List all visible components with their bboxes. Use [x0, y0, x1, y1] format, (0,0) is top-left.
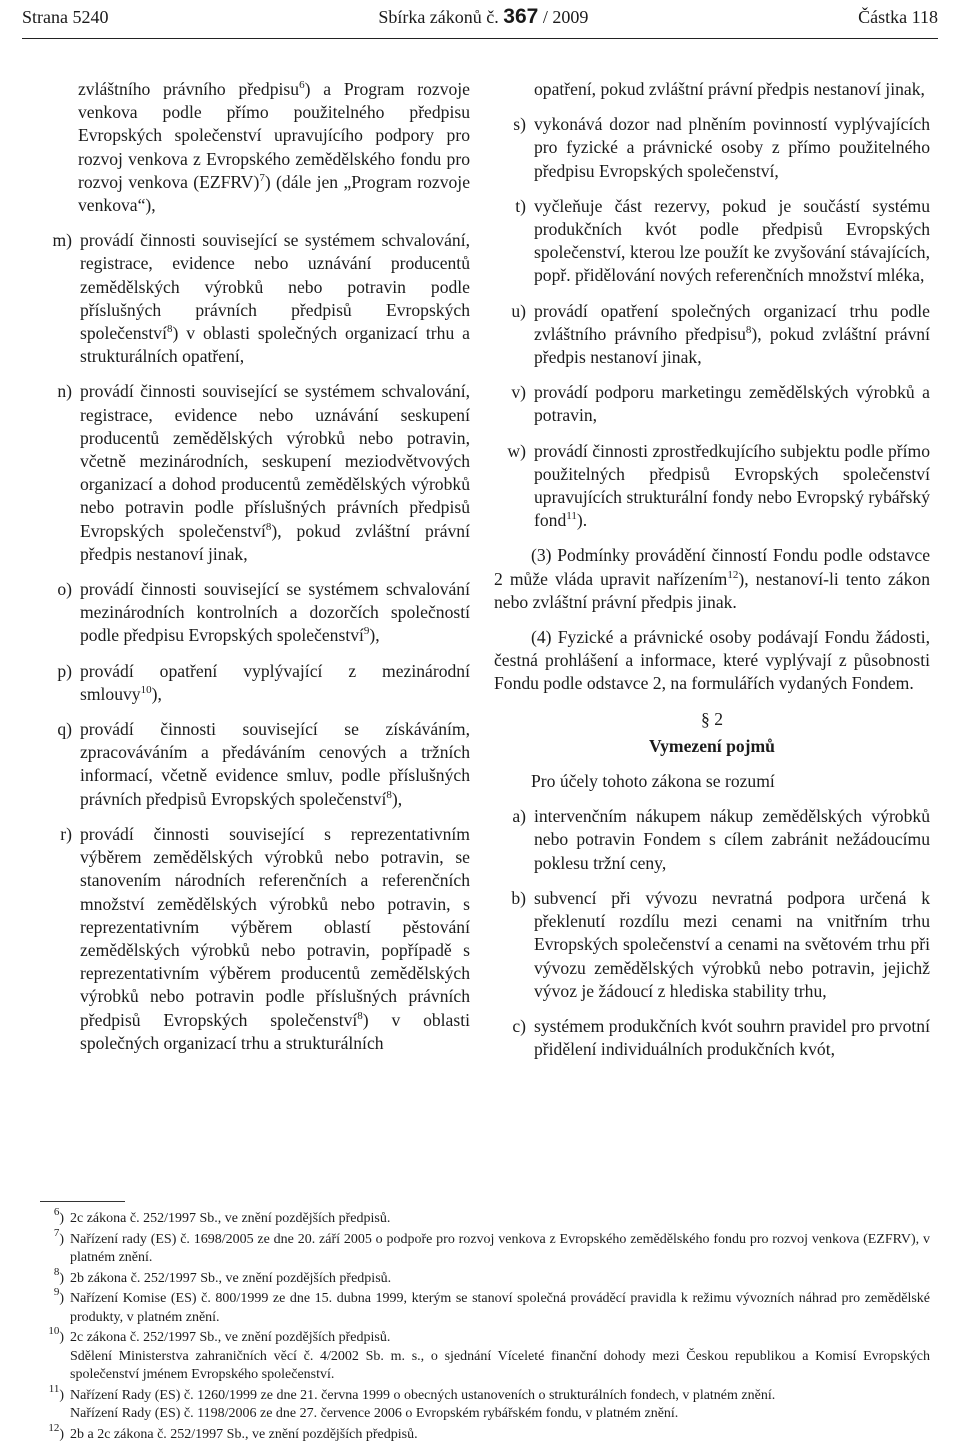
item-label: t) [515, 195, 526, 216]
left-column [40, 78, 470, 1067]
definition-item [494, 1015, 930, 1061]
footnote [40, 1382, 930, 1424]
item-text: intervenčním nákupem nákup zemědělských výrobků nebo potravin Fondem s cílem zabránit nežádoucímu poklesu tržní ceny, [534, 806, 930, 873]
item-text: provádí činnosti související se systémem schvalování mezinárodních kontrolních a dozorčích společností podle předpisu Evropských společenství$^9$), [80, 579, 470, 646]
item-text: provádí činnosti související se systémem schvalování, registrace, evidence nebo uznávání seskupení producentů zemědělských výrobků nebo potravin, včetně mezinárodních, seskupení meziodvětvových organizací a dohod producentů zemědělských výrobků nebo potravin podle příslušných právních předpisů Evropských společenství$^8$), pokud zvláštní právní předpis nestanoví jinak, [80, 381, 470, 564]
item-label: u) [511, 300, 526, 321]
intro-paragraph: zvláštního právního předpisu$^6$) a Program rozvoje venkova podle přímo použitelného předpisu Evropských společenství upravujícího podpory pro rozvoj venkova z Evropského zemědělského fondu pro rozvoj venkova (EZFRV)$^7$) (dále jen „Program rozvoje venkova“), [78, 79, 470, 216]
item-text: provádí činnosti související se získáváním, zpracováváním a předáváním cenových a tržních informací, včetně evidence smluv, podle příslušných právních předpisů Evropských společenství$^8$), [80, 719, 470, 809]
item-label: v) [511, 382, 526, 403]
list-item [494, 113, 930, 183]
page-header [22, 4, 938, 30]
footnote [40, 1226, 930, 1268]
list-item [494, 440, 930, 533]
law-year: / 2009 [542, 7, 589, 27]
list-item [40, 660, 470, 706]
section-number: § 2 [701, 708, 723, 729]
footnote [40, 1265, 930, 1289]
footnote [40, 1206, 930, 1229]
item-text: subvencí při vývozu nevratná podpora určená k překlenutí rozdílu mezi cenami na vnitřním trhu Evropských společenství a cenami na světovém trhu při vývozu zemědělských výrobků nebo potravin, jejichž vývoz je žádoucí z hlediska stability trhu, [534, 887, 930, 1001]
item-label: w) [507, 440, 526, 461]
section-title: Vymezení pojmů [649, 735, 775, 756]
item-text: provádí činnosti související s reprezentativním výběrem zemědělských výrobků nebo potravin, se stanovením národních referenčních a referenčních množství zemědělských výrobků nebo potravin, s reprezentativním výběrem oblastí pěstování zemědělských výrobků nebo potravin, popřípadě s reprezentativním výběrem producentů zemědělských výrobků nebo potravin podle příslušných právních předpisů Evropských společenství$^8$) v oblasti společných organizací trhu a strukturálních [80, 823, 470, 1053]
list-item [40, 229, 470, 368]
list-item [40, 380, 470, 566]
item-text: provádí činnosti zprostředkujícího subjektu podle přímo použitelných předpisů Evropských společenství upravujících strukturální fondy nebo Evropský rybářský fond$^{11}$). [534, 440, 930, 531]
collection-title [378, 5, 588, 29]
footnote-text: Sdělení Ministerstva zahraničních věcí č. 4/2002 Sb. m. s., o sjednání Víceleté finanční dohody mezi Českou republikou a Komisí Evropských společenství jménem Evropského společenství. [70, 1348, 930, 1382]
footnote-text: 2c zákona č. 252/1997 Sb., ve znění pozdějších předpisů. [70, 1330, 391, 1345]
list-item [40, 578, 470, 648]
list-item [494, 381, 930, 427]
page-number: Strana 5240 [22, 6, 109, 27]
footnote-number: $^{11}$) [48, 1382, 64, 1403]
footnote-number: $^8$) [53, 1265, 64, 1286]
issue-number: Částka 118 [858, 6, 938, 27]
footnote-text: Nařízení Rady (ES) č. 1198/2006 ze dne 27. července 2006 o Evropském rybářském fondu, v platném znění. [70, 1406, 679, 1421]
collection-name: Sbírka zákonů č. [378, 7, 499, 27]
footnotes [40, 1206, 930, 1446]
item-text: provádí opatření vyplývající z mezinárodní smlouvy$^{10}$), [80, 660, 470, 704]
footnote-rule [40, 1201, 125, 1202]
list-item [494, 300, 930, 370]
item-text: vyčleňuje část rezervy, pokud je součástí systému produkčních kvót podle předpisů Evropských společenství, kterou lze použít ke zvyšování stávajících, popř. přidělování nových referenčních množství mléka, [534, 195, 930, 286]
footnote-number: $^9$) [53, 1286, 64, 1306]
item-label: a) [512, 806, 526, 827]
item-text: vykonává dozor nad plněním povinností vyplývajících pro fyzické a právnické osoby z přímo použitelného předpisu Evropských společenství, [534, 114, 930, 181]
item-text: systémem produkčních kvót souhrn pravidel pro prvotní přidělení individuálních produkčních kvót, [534, 1015, 930, 1060]
right-column [494, 78, 930, 1073]
footnote-number: $^{10}$) [48, 1325, 64, 1345]
item-label: o) [57, 579, 72, 600]
item-label: q) [57, 719, 72, 740]
footnote-text: 2c zákona č. 252/1997 Sb., ve znění pozdějších předpisů. [70, 1211, 391, 1226]
item-label: b) [511, 887, 526, 908]
item-text: provádí opatření společných organizací trhu podle zvláštního právního předpisu$^8$), pokud zvláštní právní předpis nestanoví jinak, [534, 300, 930, 368]
footnote [40, 1325, 930, 1385]
list-item [40, 823, 470, 1055]
footnote-text: Nařízení Rady (ES) č. 1260/1999 ze dne 21. června 1999 o obecných ustanoveních o strukturálních fondech, v platném znění. [70, 1387, 776, 1403]
item-label: s) [513, 114, 526, 135]
item-label: r) [60, 823, 72, 844]
footnote-text: 2b zákona č. 252/1997 Sb., ve znění pozdějších předpisů. [70, 1270, 392, 1286]
header-rule [22, 38, 938, 39]
item-label: m) [52, 230, 72, 251]
footnote-number: $^{12}$) [48, 1421, 64, 1442]
footnote-number: $^6$) [53, 1206, 64, 1226]
item-label: c) [512, 1015, 526, 1036]
footnote-ref: 7 [259, 171, 265, 184]
footnote-text: Nařízení rady (ES) č. 1698/2005 ze dne 20. září 2005 o podpoře pro rozvoj venkova z Evropského zemědělského fondu pro rozvoj venkova (EZFRV), v platném znění. [70, 1231, 930, 1265]
footnote-number: $^7$) [53, 1226, 64, 1247]
law-number: 367 [503, 5, 539, 28]
item-text: provádí činnosti související se systémem schvalování, registrace, evidence nebo uznávání producentů zemědělských výrobků nebo potravin podle příslušných právních předpisů Evropských společenství$^8$) v oblasti společných organizací trhu a strukturálních opatření, [80, 230, 470, 367]
item-label: n) [57, 381, 72, 402]
paragraph-4: (4) Fyzické a právnické osoby podávají Fondu žádosti, čestná prohlášení a informace, které vyplývají z působnosti Fondu podle odstavce 2, na formulářích vydaných Fondem. [494, 627, 930, 694]
definition-item [494, 887, 930, 1003]
continuation-text: opatření, pokud zvláštní právní předpis nestanoví jinak, [534, 79, 925, 99]
footnote-ref: 6 [299, 79, 305, 91]
list-item [494, 195, 930, 288]
item-label: p) [57, 660, 72, 681]
item-text: provádí podporu marketingu zemědělských výrobků a potravin, [534, 382, 930, 426]
definitions-intro: Pro účely tohoto zákona se rozumí [531, 771, 775, 792]
footnote [40, 1421, 930, 1445]
footnote [40, 1286, 930, 1327]
paragraph-3: (3) Podmínky provádění činností Fondu podle odstavce 2 může vláda upravit nařízením$^{12}$), nestanoví-li tento zákon nebo zvláštní právní předpis jinak. [494, 545, 930, 612]
footnote-text: Nařízení Komise (ES) č. 800/1999 ze dne 15. dubna 1999, kterým se stanoví společná prováděcí pravidla k režimu vývozních náhrad pro zemědělské produkty, v platném znění. [70, 1291, 930, 1325]
footnote-text: 2b a 2c zákona č. 252/1997 Sb., ve znění pozdějších předpisů. [70, 1426, 418, 1442]
list-item [40, 718, 470, 811]
definition-item [494, 805, 930, 875]
